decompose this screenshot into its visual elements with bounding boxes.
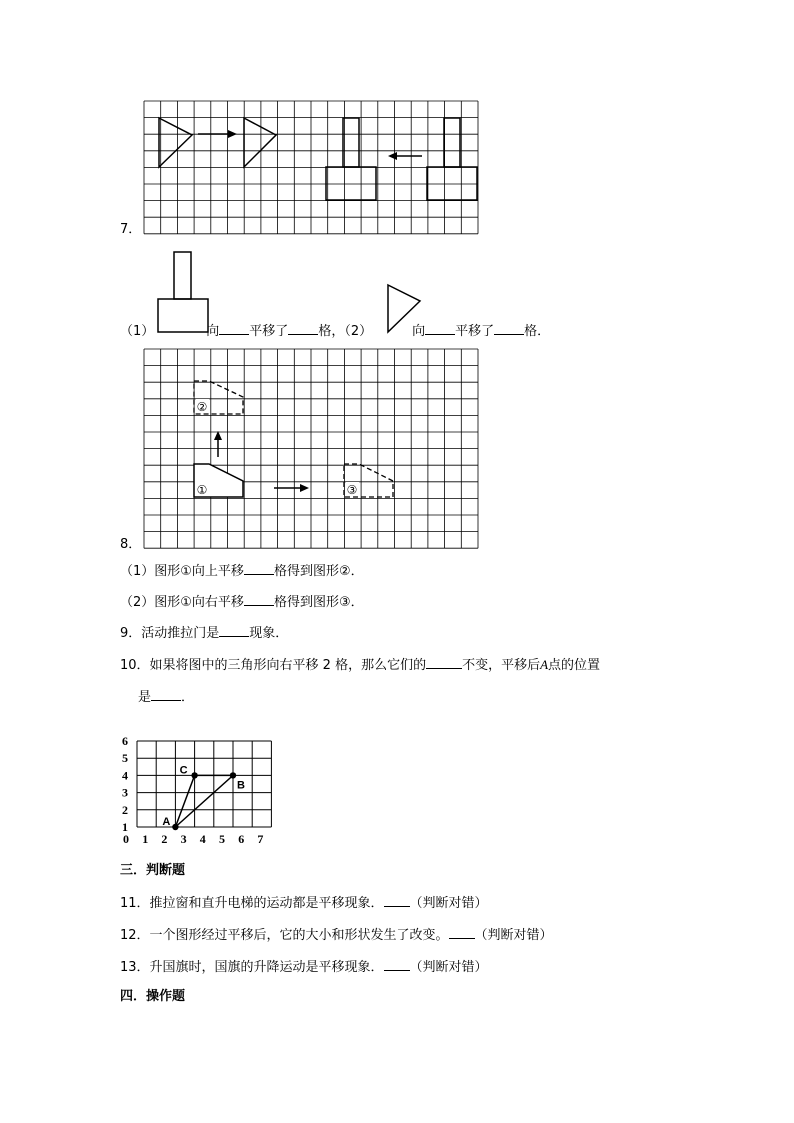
q8-sub1-suffix: 格得到图形②．	[273, 564, 364, 579]
q7-triangle-moved	[244, 118, 276, 167]
q9	[120, 624, 288, 642]
q7-block-original	[427, 118, 477, 200]
q10-point-b	[230, 772, 236, 778]
q7-number: 7．	[120, 222, 142, 237]
q10-y-tick: 6	[122, 734, 128, 748]
q7-blank-units-2[interactable]	[494, 322, 524, 335]
q7-arrow-left	[388, 152, 397, 160]
q7-arrow-right	[228, 130, 237, 138]
q12-prefix: 12．一个图形经过平移后，它的大小和形状发生了改变。	[120, 928, 449, 943]
q10-point-label-a: A	[162, 816, 171, 828]
q7-blank-direction-2[interactable]	[425, 322, 455, 335]
q10-text-b: 不变，平移后	[462, 658, 541, 673]
q13-prefix: 13．升国旗时，国旗的升降运动是平移现象．	[120, 960, 384, 975]
q8-sub2-suffix: 格得到图形③．	[273, 595, 364, 610]
q7-unit-1: 格，	[318, 324, 345, 339]
q8-number: 8．	[120, 537, 142, 552]
q8-sub2-prefix: （2）图形①向右平移	[120, 595, 244, 610]
q10-line2	[138, 688, 194, 706]
q13	[120, 958, 488, 976]
q8-label-1: ①	[196, 483, 208, 497]
q7-moved-1: 平移了	[249, 324, 289, 339]
q11	[120, 894, 488, 912]
q12	[120, 926, 553, 944]
q7-grid-figure	[144, 101, 480, 235]
q11-suffix: （判断对错）	[409, 896, 488, 911]
q8-sub2	[120, 593, 364, 611]
q7-question-line	[120, 322, 550, 340]
q10-y-tick: 2	[122, 802, 128, 817]
q10-y-tick: 4	[122, 768, 128, 783]
section3-title: 三．判断题	[120, 863, 186, 878]
q7-part2-label: （2）	[344, 324, 373, 339]
q10-x-tick: 7	[257, 832, 264, 846]
q11-prefix: 11．推拉窗和直升电梯的运动都是平移现象．	[120, 896, 384, 911]
q12-blank[interactable]	[449, 926, 475, 939]
q8-blank-up[interactable]	[244, 562, 274, 575]
q7-part1-label: （1）	[120, 324, 155, 339]
q8-grid-figure	[144, 349, 480, 550]
q8-blank-right[interactable]	[244, 593, 274, 606]
q10-point-a	[172, 824, 178, 830]
q7-unit-2: 格．	[524, 324, 551, 339]
q10-y-tick: 5	[122, 751, 128, 766]
q8-sub1	[120, 562, 364, 580]
q9-blank[interactable]	[219, 624, 249, 637]
q10-point-label-b: B	[237, 779, 245, 792]
q7-blank-units-1[interactable]	[288, 322, 318, 335]
q8-sub1-prefix: （1）图形①向上平移	[120, 564, 244, 579]
q7-moved-2: 平移了	[455, 324, 495, 339]
q10-x-tick: 5	[219, 832, 225, 846]
q10-x-tick: 1	[142, 832, 149, 846]
q12-suffix: （判断对错）	[474, 928, 553, 943]
q10-coordinate-graph	[118, 716, 280, 848]
q10-y-tick: 3	[122, 785, 128, 800]
q10-blank-2[interactable]	[151, 688, 181, 701]
q10-text-c: 点的位置	[548, 658, 601, 673]
q10-line2-suffix: ．	[181, 690, 195, 705]
q10-line1	[120, 656, 600, 674]
q10-x-tick: 3	[180, 832, 187, 846]
q10-x-tick: 4	[199, 832, 206, 846]
q7-triangle-original	[159, 118, 192, 167]
q10-point-a: A	[540, 657, 549, 672]
q8-arrow-right	[300, 484, 309, 492]
q13-suffix: （判断对错）	[409, 960, 488, 975]
q9-prefix: 9．活动推拉门是	[120, 626, 220, 641]
q10-point-c	[191, 772, 197, 778]
section4-title: 四．操作题	[120, 989, 186, 1004]
q9-suffix: 现象．	[249, 626, 289, 641]
q10-triangle	[175, 775, 233, 827]
q7-block-moved	[326, 118, 376, 200]
q10-x-tick: 2	[161, 832, 168, 846]
q8-label-3: ③	[346, 483, 358, 497]
q10-y-tick: 1	[122, 820, 128, 834]
q10-line2-prefix: 是	[138, 690, 152, 705]
q10-text-a: 10．如果将图中的三角形向右平移 2 格，那么它们的	[120, 658, 427, 673]
q11-blank[interactable]	[384, 894, 410, 907]
q7-toward-2: 向	[412, 324, 426, 339]
q7-blank-direction-1[interactable]	[219, 322, 249, 335]
q13-blank[interactable]	[384, 958, 410, 971]
q10-point-label-c: C	[179, 764, 188, 777]
q10-x-tick: 0	[123, 832, 129, 846]
q10-x-tick: 6	[238, 832, 245, 846]
q8-label-2: ②	[196, 400, 208, 414]
q10-blank-1[interactable]	[426, 656, 462, 669]
q7-toward-1: 向	[206, 324, 220, 339]
